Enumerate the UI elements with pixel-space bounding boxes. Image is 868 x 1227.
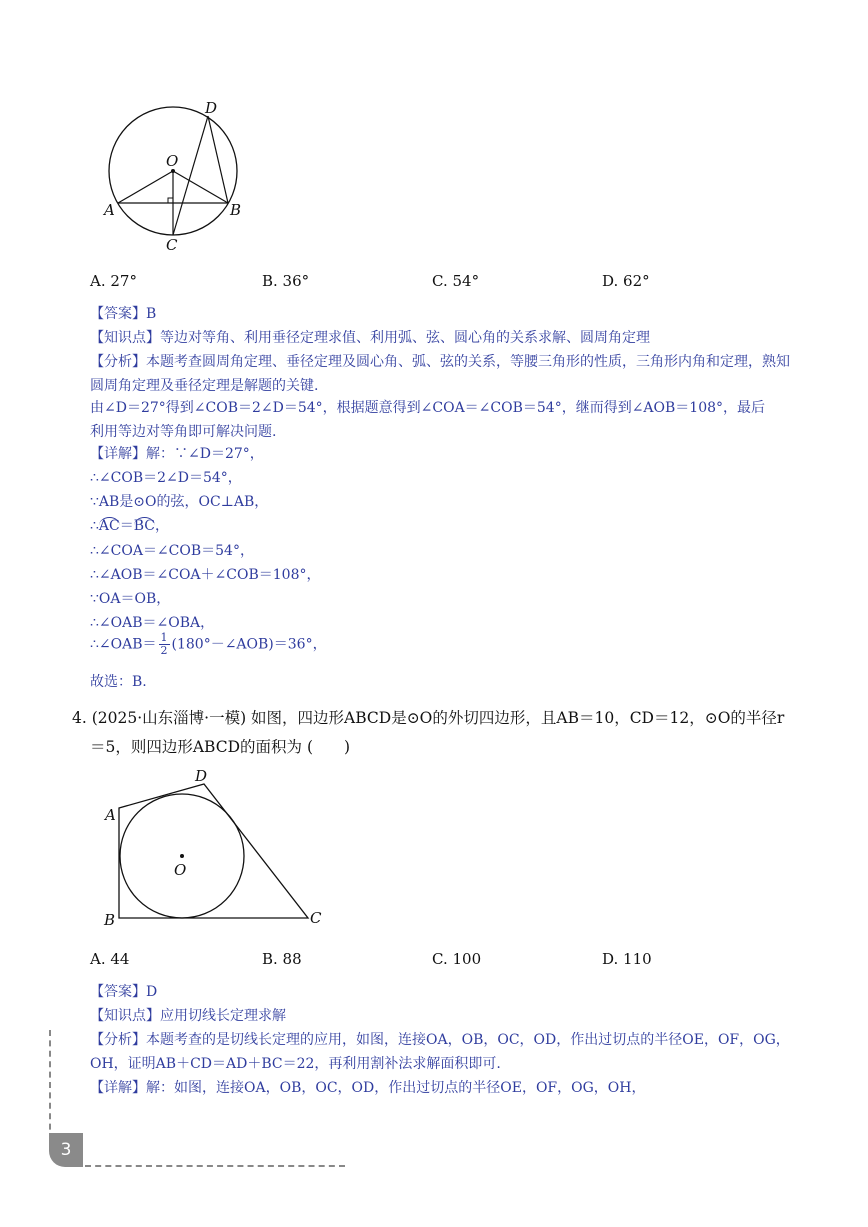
q3-detail-6: ∴∠AOB＝∠COA＋∠COB＝108°， <box>90 567 321 583</box>
margin-dashed-line <box>49 1030 51 1140</box>
fraction-half <box>159 632 170 657</box>
q3-analysis-4: 利用等边对等角即可解决问题. <box>90 424 277 440</box>
label-C2: C <box>310 909 322 927</box>
fraction-numerator: 1 <box>160 631 168 644</box>
label-B2: B <box>104 911 116 929</box>
q3-detail-4-mid: ＝ <box>119 518 134 534</box>
q4-knowledge: 【知识点】应用切线长定理求解 <box>90 1008 286 1024</box>
label-A2: A <box>105 806 116 824</box>
arc-ac: AC <box>98 518 120 534</box>
q3-detail-4 <box>90 515 169 535</box>
arc-bc: BC <box>133 518 156 534</box>
label-C: C <box>166 236 178 254</box>
q4-choice-a: A. 44 <box>90 950 130 968</box>
q3-answer: 【答案】B <box>90 306 157 322</box>
q3-analysis-3: 由∠D＝27°得到∠COB＝2∠D＝54°，根据题意得到∠COA＝∠COB＝54°，继而得到∠AOB＝108°，最后 <box>90 400 766 416</box>
label-D2: D <box>195 767 208 785</box>
q3-analysis-1: 【分析】本题考查圆周角定理、垂径定理及圆心角、弧、弦的关系，等腰三角形的性质，三角形内角和定理，熟知 <box>90 354 790 370</box>
q3-detail-4-post: ， <box>155 518 170 534</box>
q3-detail-3: ∵AB是⊙O的弦，OC⊥AB， <box>90 494 269 510</box>
q3-detail-5: ∴∠COA＝∠COB＝54°， <box>90 543 254 559</box>
choice-b: B. 36° <box>262 272 310 290</box>
label-D: D <box>205 99 218 117</box>
page-number: 3 <box>49 1133 83 1167</box>
q4-choice-b: B. 88 <box>262 950 302 968</box>
choice-c: C. 54° <box>432 272 480 290</box>
q3-detail-9-post: (180°－∠AOB)＝36°， <box>171 636 327 653</box>
choice-a: A. 27° <box>90 272 137 290</box>
q3-detail-9 <box>90 632 327 657</box>
q3-detail-2: ∴∠COB＝2∠D＝54°， <box>90 470 242 486</box>
q4-choice-d: D. 110 <box>602 950 652 968</box>
q4-analysis-1: 【分析】本题考查的是切线长定理的应用，如图，连接OA，OB，OC，OD，作出过切点的半径OE，OF，OG， <box>90 1032 790 1048</box>
q3-knowledge: 【知识点】等边对等角、利用垂径定理求值、利用弧、弦、圆心角的关系求解、圆周角定理 <box>90 330 650 346</box>
q4-answer: 【答案】D <box>90 984 158 1000</box>
q3-analysis-2: 圆周角定理及垂径定理是解题的关键. <box>90 378 319 394</box>
label-O2: O <box>174 861 187 879</box>
q3-detail-7: ∵OA＝OB， <box>90 591 171 607</box>
circle-figure-q3 <box>95 95 255 260</box>
label-O: O <box>166 152 179 170</box>
q3-detail-4-pre: ∴ <box>90 518 99 534</box>
choice-d: D. 62° <box>602 272 650 290</box>
label-A: A <box>104 201 115 219</box>
footer-dashed-line <box>85 1165 345 1167</box>
q3-detail-1: 【详解】解：∵∠D＝27°， <box>90 446 264 462</box>
quadrilateral-figure-q4 <box>100 760 340 935</box>
q3-conclusion: 故选：B. <box>90 674 147 690</box>
label-B: B <box>230 201 242 219</box>
q3-detail-9-pre: ∴∠OAB＝ <box>90 636 157 653</box>
q4-analysis-2: OH，证明AB＋CD＝AD＋BC＝22，再利用割补法求解面积即可. <box>90 1056 501 1072</box>
q4-detail-1: 【详解】解：如图，连接OA，OB，OC，OD，作出过切点的半径OE，OF，OG，OH， <box>90 1080 646 1096</box>
fraction-denominator: 2 <box>160 644 168 657</box>
q3-detail-8: ∴∠OAB＝∠OBA， <box>90 615 215 631</box>
q4-choice-c: C. 100 <box>432 950 482 968</box>
q4-stem-line2: ＝5，则四边形ABCD的面积为 ( ) <box>90 738 351 756</box>
q4-stem-line1: 4. (2025·山东淄博·一模) 如图，四边形ABCD是⊙O的外切四边形，且AB＝10，CD＝12，⊙O的半径r <box>72 709 785 727</box>
